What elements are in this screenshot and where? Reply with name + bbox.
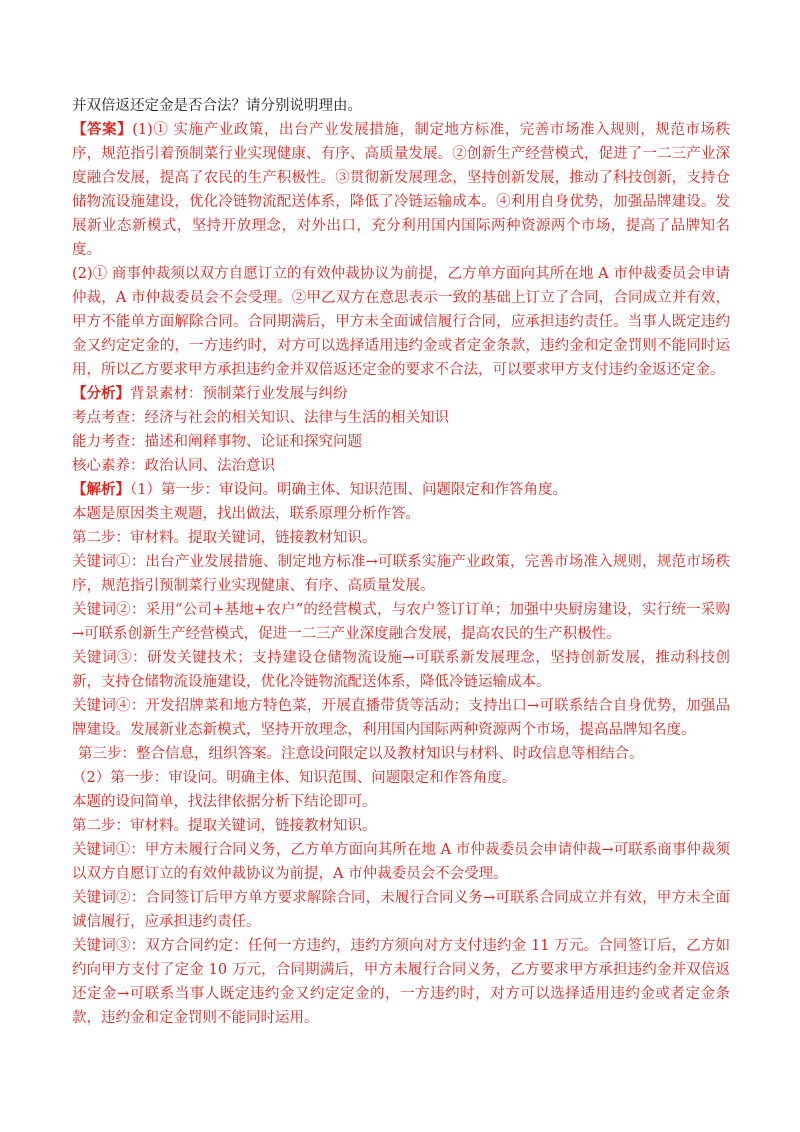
- q1-note: 本题是原因类主观题，找出做法，联系原理分析作答。: [72, 506, 420, 522]
- q2-step-1: （2）第一步：审设问。明确主体、知识范围、问题限定和作答角度。: [72, 770, 517, 786]
- q2-keyword-3: 关键词③：双方合同约定：任何一方违约，违约方须向对方支付违约金 11 万元。合同签订后，乙方如约向甲方支付了定金 10 万元，合同期满后，甲方未履行合同义务，乙方要求甲方承担违约金并双倍返还定金→可联系当事人既定违约金又约定定金的，一方违约时，对方可以选择适用违约金或者定金条款，违约金和定金罚则不能同时运用。: [72, 938, 730, 1026]
- answer-part-2: (2)① 商事仲裁须以双方自愿订立的有效仲裁协议为前提，乙方单方面向其所在地 A 市仲裁委员会申请仲裁，A 市仲裁委员会不会受理。②甲乙双方在意思表示一致的基础上订立了合同，合同成立并有效，甲方不能单方面解除合同。合同期满后，甲方未全面诚信履行合同，应承担违约责任。当事人既定违约金又约定定金的，一方违约时，对方可以选择适用违约金或者定金条款，违约金和定金罚则不能同时运用，所以乙方要求甲方承担违约金并双倍返还定金的要求不合法，可以要求甲方支付违约金返还定金。: [72, 266, 730, 378]
- analysis-ability: 能力考查：描述和阐释事物、论证和探究问题: [72, 434, 362, 450]
- analysis-heading: [72, 382, 730, 406]
- analysis-literacy: 核心素养：政治认同、法治意识: [72, 458, 275, 474]
- q1-keyword-3: 关键词③：研发关键技术；支持建设仓储物流设施→可联系新发展理念，坚持创新发展，推动科技创新，支持仓储物流设施建设，优化冷链物流配送体系，降低冷链运输成本。: [72, 650, 730, 690]
- q2-keyword-1: 关键词①：甲方未履行合同义务，乙方单方面向其所在地 A 市仲裁委员会申请仲裁→可联系商事仲裁须以双方自愿订立的有效仲裁协议为前提，A 市仲裁委员会不会受理。: [72, 842, 730, 882]
- answer-content: [72, 94, 730, 1030]
- analysis-background: 背景素材：预制菜行业发展与纠纷: [130, 386, 348, 402]
- answer-part-1-text: (1)① 实施产业政策，出台产业发展措施，制定地方标准，完善市场准入规则，规范市场秩序，规范指引着预制菜行业实现健康、有序、高质量发展。②创新生产经营模式，促进了一二三产业深度融合发展，提高了农民的生产积极性。③贯彻新发展理念，坚持创新发展，推动了科技创新，支持仓储物流设施建设，优化冷链物流配送体系，降低了冷链运输成本。④利用自身优势，加强品牌建设。发展新业态新模式，坚持开放理念，对外出口，充分利用国内国际两种资源两个市场，提高了品牌知名度。: [72, 122, 730, 258]
- q2-note: 本题的设问简单，找法律依据分析下结论即可。: [72, 794, 377, 810]
- q2-step-2: 第二步：审材料。提取关键词，链接教材知识。: [72, 818, 377, 834]
- q1-step-1: （1）第一步：审设问。明确主体、知识范围、问题限定和作答角度。: [130, 482, 567, 498]
- analysis-label: 【分析】: [72, 385, 130, 402]
- q1-keyword-4: 关键词④：开发招牌菜和地方特色菜，开展直播带货等活动；支持出口→可联系结合自身优势，加强品牌建设。发展新业态新模式，坚持开放理念，利用国内国际两种资源两个市场，提高品牌知名度。: [72, 698, 730, 738]
- q1-step-3: 第三步：整合信息，组织答案。注意设问限定以及教材知识与材料、时政信息等相结合。: [78, 746, 644, 762]
- q1-keyword-1: 关键词①：出台产业发展措施、制定地方标准→可联系实施产业政策，完善市场准入规则，规范市场秩序，规范指引预制菜行业实现健康、有序、高质量发展。: [72, 554, 730, 594]
- answer-label: 【答案】: [72, 121, 133, 138]
- answer-part-1: [72, 118, 730, 262]
- q1-step-2: 第二步：审材料。提取关键词，链接教材知识。: [72, 530, 377, 546]
- explanation-heading: [72, 478, 730, 502]
- explanation-label: 【解析】: [72, 481, 130, 498]
- q1-keyword-2: 关键词②：采用“公司+基地+农户”的经营模式，与农户签订订单；加强中央厨房建设，实行统一采购→可联系创新生产经营模式，促进一二三产业深度融合发展，提高农民的生产积极性。: [72, 602, 730, 642]
- analysis-exam-points: 考点考查：经济与社会的相关知识、法律与生活的相关知识: [72, 410, 449, 426]
- question-tail: 并双倍返还定金是否合法？请分别说明理由。: [72, 98, 362, 114]
- q2-keyword-2: 关键词②：合同签订后甲方单方要求解除合同，未履行合同义务→可联系合同成立并有效，甲方未全面诚信履行，应承担违约责任。: [72, 890, 730, 930]
